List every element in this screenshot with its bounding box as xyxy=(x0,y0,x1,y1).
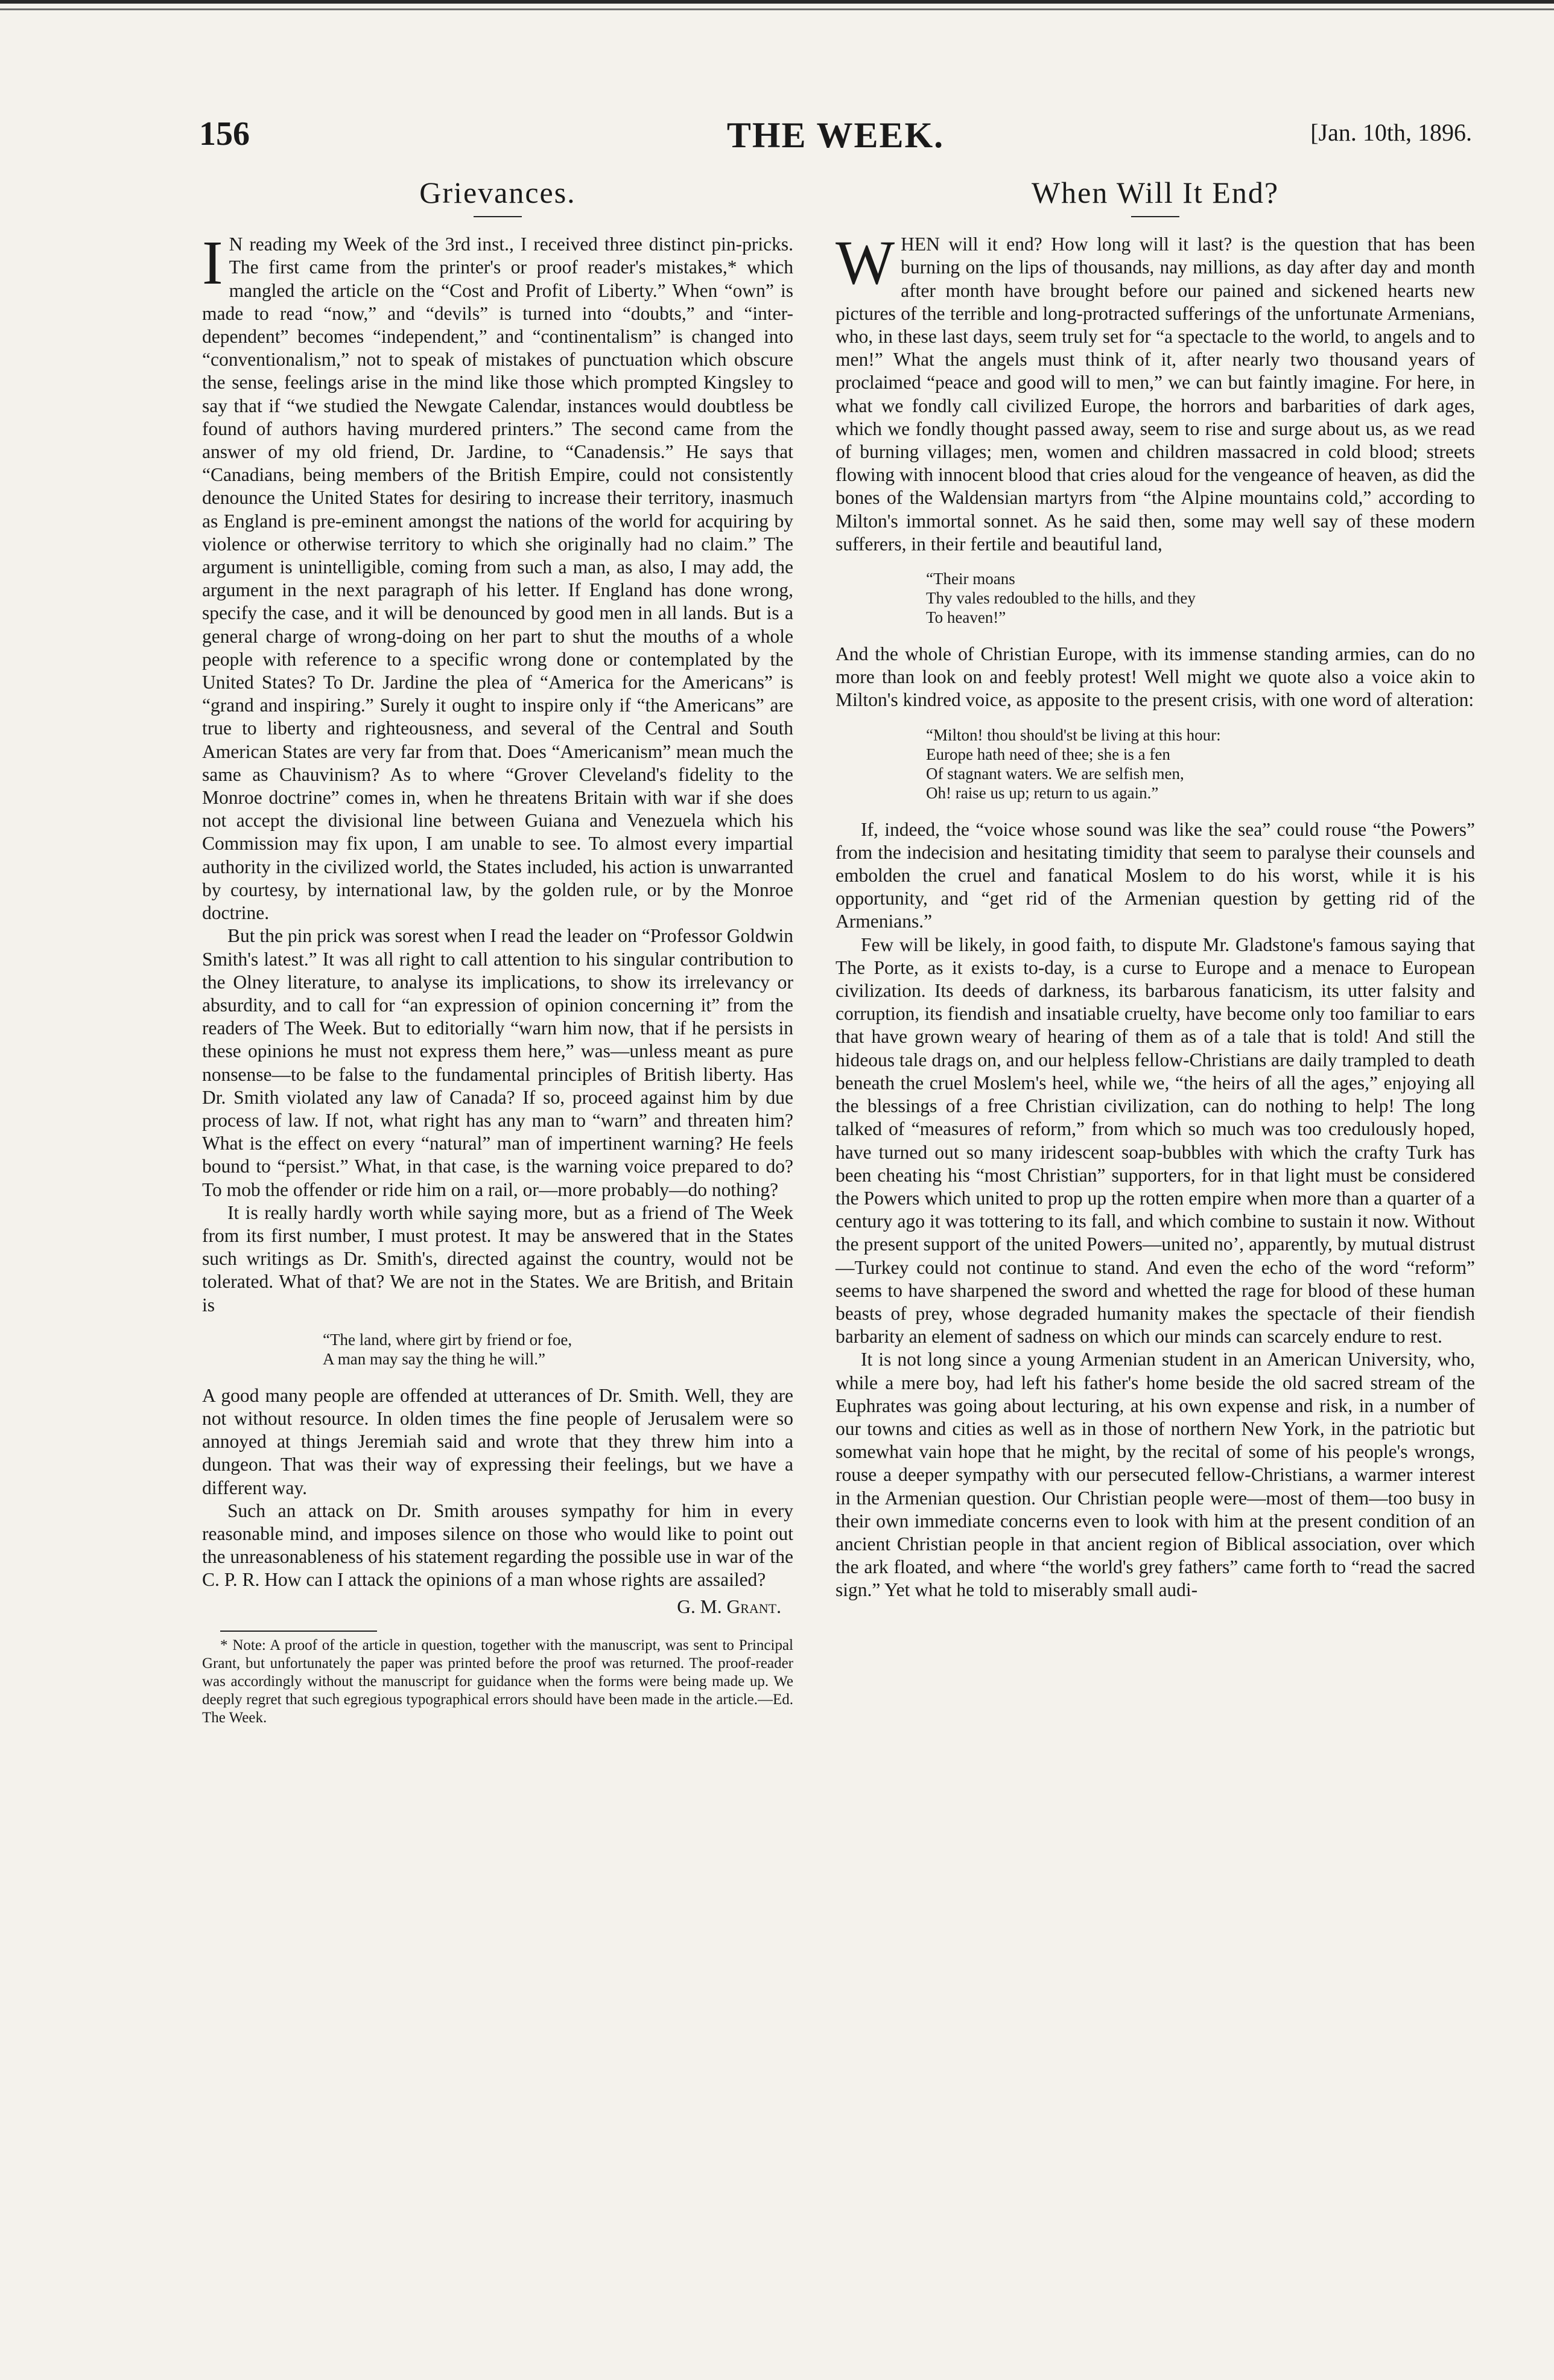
article-title-grievances: Grievances. xyxy=(419,176,576,209)
author-signature: G. M. Grant. xyxy=(677,1596,781,1617)
quoted-verse: “Milton! thou should'st be living at this hour: Europe hath need of thee; she is a fen Of stagnant waters. We are selfish men, Oh! raise us up; return to us again.” xyxy=(926,725,1221,802)
paragraph: If, indeed, the “voice whose sound was like the sea” could rouse “the Powers” from the indecision and hesitating timidity that seem to paralyse their counsels and embolden the cruel and fanatical Moslem to do his worst, while it is his opportunity, and “get rid of the Armenian question by getting rid of the Armenians.” xyxy=(836,818,1475,932)
footnote-rule xyxy=(220,1631,377,1632)
paragraph xyxy=(836,228,1475,556)
issue-date: [Jan. 10th, 1896. xyxy=(1310,119,1472,146)
title-rule xyxy=(474,216,522,217)
paragraph: And the whole of Christian Europe, with its immense standing armies, can do no more than look on and feebly protest! Well might we quote also a voice akin to Milton's kindred voice, as apposite to the present crisis, with one word of alteration: xyxy=(836,643,1475,711)
paragraph: It is really hardly worth while saying more, but as a friend of The Week from its first number, I must protest. It may be answered that in the States such writings as Dr. Smith's, directed against the country, would not be tolerated. What of that? We are not in the States. We are British, and Britain is xyxy=(202,1201,793,1316)
paragraph-text: HEN will it end? How long will it last? is the question that has been burning on the lips of thousands, nay millions, as day after day and month after month have brought before our pained and sickened hearts new pictures of the terrible and long-protracted sufferings of the unfortunate Armenians, who, in these last days, seem truly set for “a spectacle to the world, to angels and to men!” What the angels must think of it, after nearly two thousand years of proclaimed “peace and good will to men,” we can but faintly imagine. For here, in what we fondly call civilized Europe, the horrors and barbarities of dark ages, which we fondly thought passed away, seem to rise and surge about us, as we read of burning villages; men, women and children massacred in cold blood; streets flowing with innocent blood that cries aloud for the vengeance of heaven, as did the bones of the Waldensian martyrs from “the Alpine mountains cold,” according to Milton's immortal sonnet. As he said then, some may well say of these modern sufferers, in their fertile and beautiful land, xyxy=(836,234,1475,555)
drop-cap: I xyxy=(202,228,223,298)
right-column xyxy=(836,175,1475,1602)
left-column xyxy=(202,175,793,1727)
article-title-when-will-it-end: When Will It End? xyxy=(1031,176,1280,209)
page-number: 156 xyxy=(199,115,250,153)
paragraph: Few will be likely, in good faith, to dispute Mr. Gladstone's famous saying that The Porte, as it exists to-day, is a curse to Europe and a menace to European civilization. Its deeds of darkness, its barbarous fanaticism, its utter falsity and corruption, its fiendish and insatiable cruelty, have become only too familiar to ears that have grown weary of hearing of them as of a tale that is told! And still the hideous tale drags on, and our helpless fellow-Christians are daily trampled to death beneath the cruel Moslem's heel, while we, “the heirs of all the ages,” enjoying all the blessings of a free Christian civilization, can do nothing to help! The long talked of “measures of reform,” from which so much was too credulously hoped, have turned out so many iridescent soap-bubbles with which the crafty Turk has been cheating his “most Christian” supporters, for in that light must be considered the Powers which united to prop up the rotten empire when more than a quarter of a century ago it was tottering to its fall, and which combine to sustain it now. Without the present support of the united Powers—united no’, apparently, by mutual distrust—Turkey could not continue to stand. And even the echo of the word “reform” seems to have sharpened the sword and whetted the rage for blood of these human beasts of prey, whose degraded humanity makes the spectacle of their fiendish barbarity an element of sadness on which our minds can scarcely endure to rest. xyxy=(836,934,1475,1348)
page-top-border xyxy=(0,0,1554,22)
paragraph xyxy=(202,228,793,924)
footnote: * Note: A proof of the article in question, together with the manuscript, was sent to Principal Grant, but unfortunately the paper was printed before the proof was returned. The proof-reader was accordingly without the manuscript for guidance when the forms were being made up. We deeply regret that such egregious typographical errors should have been made in the article.—Ed. The Week. xyxy=(202,1637,793,1726)
paragraph: But the pin prick was sorest when I read the leader on “Professor Goldwin Smith's latest.” It was all right to call attention to his singular contribution to the Olney literature, to analyse its implications, to show its irrelevancy or absurdity, and to call for “an expression of opinion concerning it” from the readers of The Week. But to editorially “warn him now, that if he persists in these opinions he must not express them here,” was—unless meant as pure nonsense—to be false to the fundamental principles of British liberty. Has Dr. Smith violated any law of Canada? If so, proceed against him by due process of law. If not, what right has any man to “warn” and threaten him? What is the effect on every “natural” man of impertinent warning? He feels bound to “persist.” What, in that case, is the warning voice prepared to do? To mob the offender or ride him on a rail, or—more probably—do nothing? xyxy=(202,925,793,1200)
page-header xyxy=(199,115,1472,169)
title-rule xyxy=(1131,216,1179,217)
drop-cap: W xyxy=(836,228,895,298)
paragraph: A good many people are offended at utterances of Dr. Smith. Well, they are not without resource. In olden times the fine people of Jerusalem were so annoyed at things Jeremiah said and wrote that they threw him into a dungeon. That was their way of expressing their feelings, but we have a different way. xyxy=(202,1384,793,1498)
quoted-verse: “The land, where girt by friend or foe, A man may say the thing he will.” xyxy=(323,1330,572,1368)
quoted-verse: “Their moans Thy vales redoubled to the hills, and they To heaven!” xyxy=(926,570,1196,627)
paragraph: Such an attack on Dr. Smith arouses sympathy for him in every reasonable mind, and imposes silence on those who would like to point out the unreasonableness of his statement regarding the possible use in war of the C. P. R. How can I attack the opinions of a man whose rights are assailed? xyxy=(202,1500,793,1591)
paragraph-text: N reading my Week of the 3rd inst., I received three distinct pin-pricks. The first came from the printer's or proof reader's mistakes,* which mangled the article on the “Cost and Profit of Liberty.” When “own” is made to read “now,” and “devils” is turned into “doubts,” and “inter-dependent” becomes “independent,” and “continentalism” is changed into “conventionalism,” not to speak of mistakes of punctuation which obscure the sense, feelings arise in the mind like those which prompted Kingsley to say that if “we studied the Newgate Calendar, instances would doubtless be found of authors having murdered printers.” The second came from the answer of my old friend, Dr. Jardine, to “Canadensis.” He says that “Canadians, being members of the British Empire, could not consistently denounce the United States for desiring to increase their territory, inasmuch as England is pre-eminent amongst the nations of the world for acquiring by violence or otherwise territory to which she originally had no claim.” The argument is unintelligible, coming from such a man, as also, I may add, the argument in the next paragraph of his letter. If England has done wrong, specify the case, and it will be denounced by good men in all lands. But is a general charge of wrong-doing on her part to shut the mouths of a whole people with reference to a specific wrong done or contemplated by the United States? To Dr. Jardine the plea of “America for the Americans” is “grand and inspiring.” Surely it ought to inspire only if “the Americans” are true to liberty and righteousness, and several of the Central and South American States are very far from that. Does “Americanism” mean much the same as Chauvinism? As to where “Grover Cleveland's fidelity to the Monroe doctrine” comes in, when he threatens Britain with war if she does not accept the divisional line between Guiana and Venezuela which his Commission may fix upon, I am unable to see. To almost every impartial authority in the civilized world, the States included, his action is unwarranted by courtesy, by international law, by the golden rule, or by the Monroe doctrine. xyxy=(202,234,793,924)
journal-title: THE WEEK. xyxy=(726,115,945,155)
paragraph: It is not long since a young Armenian student in an American University, who, while a mere boy, had left his father's home beside the old sacred stream of the Euphrates was going about lecturing, at his own expense and risk, in a number of our towns and cities as well as in those of northern New York, in the patriotic but somewhat vain hope that he might, by the recital of some of his people's wrongs, rouse a deeper sympathy with our persecuted fellow-Christians, a warmer interest in the Armenian question. Our Christian people were—most of them—too busy in their own immediate concerns even to look with him at the present condition of an ancient Christian people in that ancient region of Biblical association, over which the ark floated, and where “the world's grey fathers” came forth to “read the sacred sign.” Yet what he told to miserably small audi- xyxy=(836,1349,1475,1601)
